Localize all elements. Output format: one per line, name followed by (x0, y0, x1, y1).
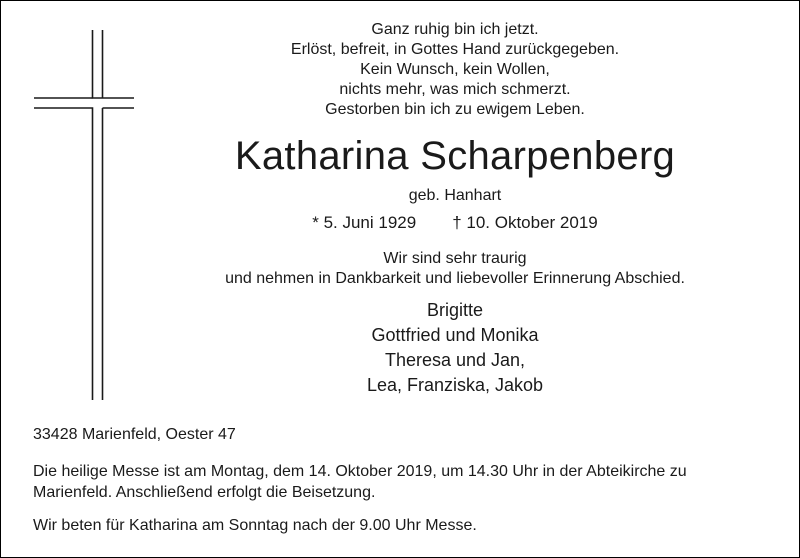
farewell-text (150, 249, 760, 289)
poem-line: Kein Wunsch, kein Wollen, (360, 61, 550, 78)
poem (160, 20, 750, 120)
poem-line: Gestorben bin ich zu ewigem Leben. (325, 101, 585, 118)
farewell-line: und nehmen in Dankbarkeit und liebevoller Erinnerung Abschied. (225, 270, 685, 287)
mass-line: Die heilige Messe ist am Montag, dem 14. Oktober 2019, um 14.30 Uhr in der Abteikirche zu (33, 463, 687, 480)
prayer-info: Wir beten für Katharina am Sonntag nach der 9.00 Uhr Messe. (33, 517, 477, 534)
mourner: Gottfried und Monika (371, 325, 539, 345)
mass-line: Marienfeld. Anschließend erfolgt die Beisetzung. (33, 484, 376, 501)
mourner: Brigitte (426, 300, 484, 320)
poem-line: Ganz ruhig bin ich jetzt. (371, 21, 539, 38)
maiden-name: geb. Hanhart (408, 187, 502, 204)
poem-line: Erlöst, befreit, in Gottes Hand zurückgegeben. (290, 41, 620, 58)
mass-info (33, 461, 773, 503)
poem-line: nichts mehr, was mich schmerzt. (339, 81, 571, 98)
deceased-name: Katharina Scharpenberg (234, 134, 676, 178)
farewell-line: Wir sind sehr traurig (383, 250, 527, 267)
birth-date: * 5. Juni 1929 (312, 213, 417, 232)
cross-icon (34, 30, 134, 400)
death-date: † 10. Oktober 2019 (452, 213, 598, 232)
mourners-list (160, 298, 750, 398)
mourner: Lea, Franziska, Jakob (366, 375, 544, 395)
mourner: Theresa und Jan, (384, 350, 526, 370)
life-dates (160, 212, 750, 234)
address: 33428 Marienfeld, Oester 47 (33, 426, 236, 443)
